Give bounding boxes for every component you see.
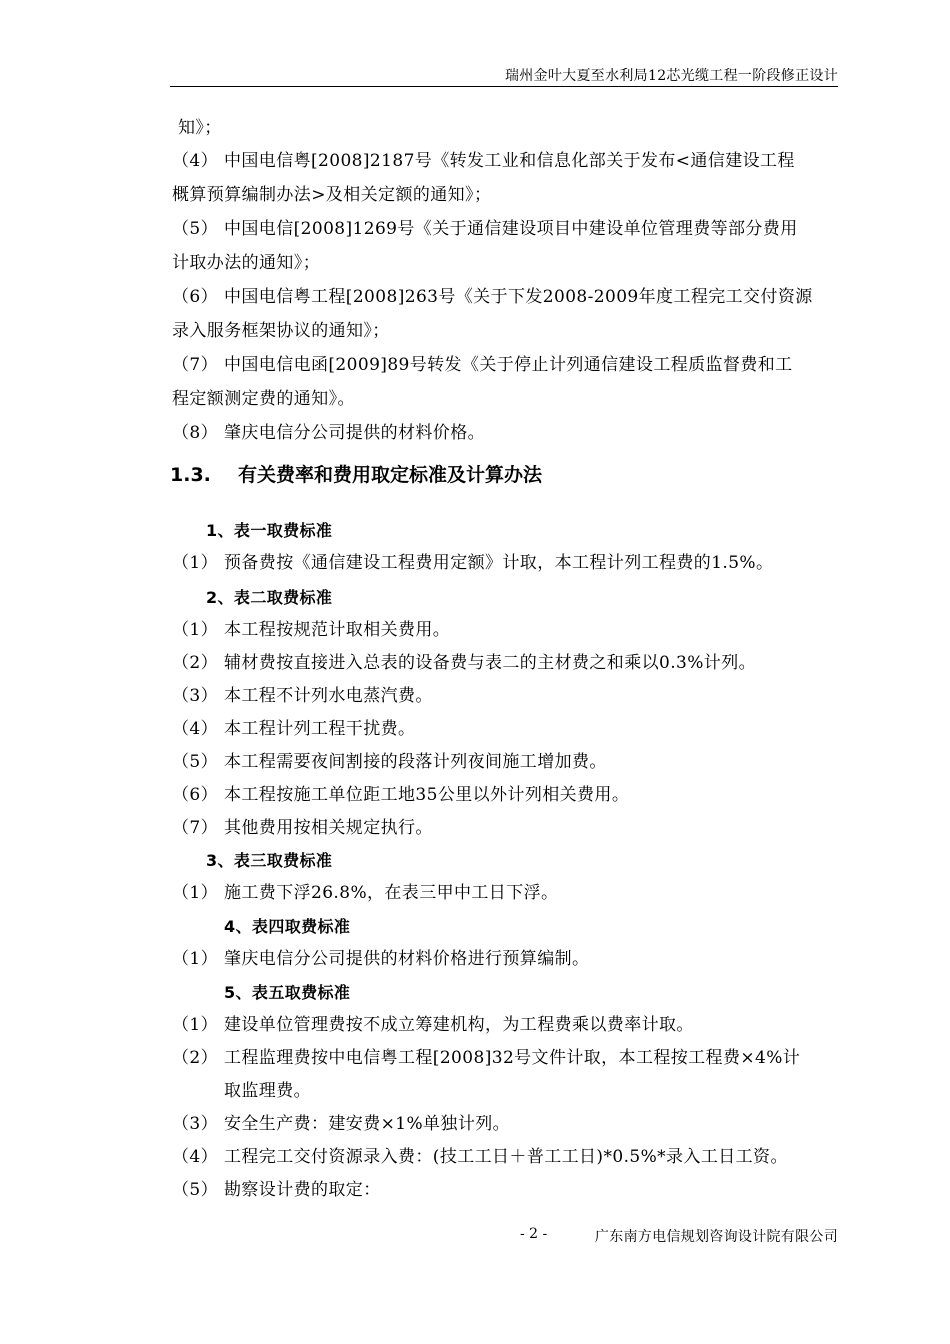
list-item: （5） 勘察设计费的取定： (172, 1180, 381, 1200)
list-item: （6） 中国电信粤工程[2008]263号《关于下发2008-2009年度工程完工交付资源 (172, 287, 813, 307)
list-item: （7） 其他费用按相关规定执行。 (172, 818, 433, 838)
subheading-table-3: 3、表三取费标准 (206, 851, 333, 870)
list-item: （6） 本工程按施工单位距工地35公里以外计列相关费用。 (172, 785, 630, 805)
list-item: （2） 辅材费按直接进入总表的设备费与表二的主材费之和乘以0.3%计列。 (172, 653, 756, 673)
subheading-table-1: 1、表一取费标准 (206, 521, 333, 540)
list-item: （4） 工程完工交付资源录入费：(技工工日＋普工工日)*0.5%*录入工日工资。 (172, 1147, 788, 1167)
page-header (170, 64, 838, 87)
section-heading (170, 461, 542, 489)
section-number: 1.3. (170, 464, 211, 486)
list-item: （1） 施工费下浮26.8%，在表三甲中工日下浮。 (172, 883, 559, 903)
page-number: - 2 - (520, 1226, 548, 1242)
list-item: （4） 中国电信粤[2008]2187号《转发工业和信息化部关于发布<通信建设工程 (172, 151, 795, 171)
list-item: （3） 本工程不计列水电蒸汽费。 (172, 686, 433, 706)
list-item: （1） 肇庆电信分公司提供的材料价格进行预算编制。 (172, 949, 590, 969)
list-item: （4） 本工程计列工程干扰费。 (172, 719, 416, 739)
list-item-continuation: 取监理费。 (224, 1081, 311, 1101)
subheading-table-5: 5、表五取费标准 (224, 983, 351, 1002)
footer-company: 广东南方电信规划咨询设计院有限公司 (594, 1229, 838, 1245)
list-item: （1） 建设单位管理费按不成立筹建机构，为工程费乘以费率计取。 (172, 1015, 694, 1035)
list-item-continuation: 程定额测定费的通知》。 (172, 389, 355, 409)
subheading-table-2: 2、表二取费标准 (206, 588, 333, 607)
list-item-continuation: 概算预算编制办法>及相关定额的通知》； (172, 185, 492, 205)
subheading-table-4: 4、表四取费标准 (224, 917, 351, 936)
list-item-continuation: 计取办法的通知》； (172, 253, 321, 273)
page-footer (170, 1226, 838, 1250)
list-item: （8） 肇庆电信分公司提供的材料价格。 (172, 423, 485, 443)
list-item: （2） 工程监理费按中电信粤工程[2008]32号文件计取，本工程按工程费×4%计 (172, 1048, 801, 1068)
list-item: （3） 安全生产费：建安费×1%单独计列。 (172, 1114, 511, 1134)
list-item: （7） 中国电信电函[2009]89号转发《关于停止计列通信建设工程质监督费和工 (172, 355, 793, 375)
list-item-continuation: 录入服务框架协议的通知》； (172, 321, 390, 341)
continuation-text: 知》； (178, 118, 222, 138)
list-item: （1） 本工程按规范计取相关费用。 (172, 620, 451, 640)
list-item: （1） 预备费按《通信建设工程费用定额》计取，本工程计列工程费的1.5%。 (172, 553, 774, 573)
list-item: （5） 中国电信[2008]1269号《关于通信建设项目中建设单位管理费等部分费用 (172, 219, 798, 239)
header-title: 瑞州金叶大夏至水利局12芯光缆工程一阶段修正设计 (504, 68, 838, 84)
section-title: 有关费率和费用取定标准及计算办法 (238, 464, 543, 486)
list-item: （5） 本工程需要夜间割接的段落计列夜间施工增加费。 (172, 752, 607, 772)
